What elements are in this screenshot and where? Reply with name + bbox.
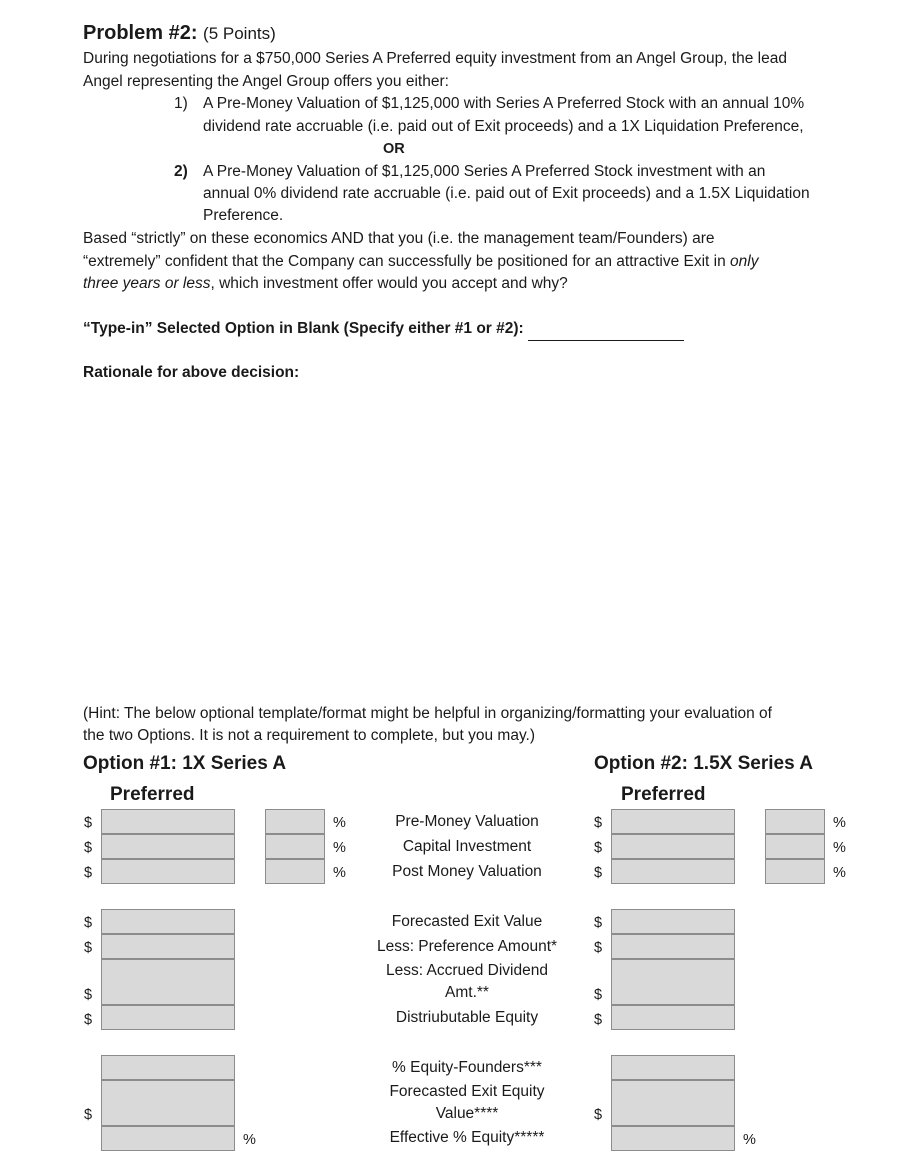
opt1-preference-input[interactable] bbox=[101, 934, 235, 959]
opt2-post-money-input[interactable] bbox=[611, 859, 735, 884]
label-pre-money: Pre-Money Valuation bbox=[395, 813, 539, 830]
option1-line-2: dividend rate accruable (i.e. paid out of Exit proceeds) and a 1X Liquidation Preference, bbox=[203, 118, 804, 135]
label-capital: Capital Investment bbox=[402, 838, 532, 855]
opt1-exit-value-input[interactable] bbox=[101, 909, 235, 934]
problem-number: Problem #2: bbox=[83, 22, 198, 44]
opt2-equity-founders-input[interactable] bbox=[611, 1055, 735, 1080]
option1-number: 1) bbox=[174, 95, 188, 112]
option2-line-1: A Pre-Money Valuation of $1,125,000 Series A Preferred Stock investment with an bbox=[203, 163, 766, 180]
opt2-capital-pct-input[interactable] bbox=[765, 834, 825, 859]
label-effective-equity: Effective % Equity***** bbox=[389, 1129, 545, 1146]
percent-sign: % bbox=[833, 840, 846, 856]
type-in-row bbox=[83, 318, 684, 341]
percent-sign: % bbox=[833, 865, 846, 881]
opt1-effective-equity-input[interactable] bbox=[101, 1126, 235, 1151]
option1-title: Option #1: 1X Series A bbox=[83, 753, 287, 774]
opt2-effective-equity-input[interactable] bbox=[611, 1126, 735, 1151]
opt1-pre-money-input[interactable] bbox=[101, 809, 235, 834]
opt2-preference-input[interactable] bbox=[611, 934, 735, 959]
percent-sign: % bbox=[743, 1132, 756, 1148]
label-equity-founders: % Equity-Founders*** bbox=[392, 1059, 542, 1076]
percent-sign: % bbox=[333, 865, 346, 881]
opt2-exit-equity-input[interactable] bbox=[611, 1080, 735, 1126]
dollar-sign: $ bbox=[84, 815, 93, 831]
percent-sign: % bbox=[833, 815, 846, 831]
option1-line-1: A Pre-Money Valuation of $1,125,000 with Series A Preferred Stock with an annual 10% bbox=[203, 95, 805, 112]
based-line-3 bbox=[83, 273, 568, 296]
label-post-money: Post Money Valuation bbox=[392, 863, 542, 880]
problem-title bbox=[83, 22, 276, 45]
label-exit-equity-2: Value**** bbox=[435, 1105, 499, 1122]
selected-option-blank[interactable] bbox=[528, 324, 684, 341]
opt2-distributable-input[interactable] bbox=[611, 1005, 735, 1030]
opt1-exit-equity-input[interactable] bbox=[101, 1080, 235, 1126]
opt2-post-money-pct-input[interactable] bbox=[765, 859, 825, 884]
percent-sign: % bbox=[333, 815, 346, 831]
opt1-post-money-pct-input[interactable] bbox=[265, 859, 325, 884]
problem-points: (5 Points) bbox=[203, 24, 276, 43]
dollar-sign: $ bbox=[594, 987, 603, 1003]
option2-line-2: annual 0% dividend rate accruable (i.e. paid out of Exit proceeds) and a 1.5X Liquidation bbox=[203, 185, 810, 202]
dollar-sign: $ bbox=[594, 915, 603, 931]
dollar-sign: $ bbox=[84, 840, 93, 856]
opt2-exit-value-input[interactable] bbox=[611, 909, 735, 934]
dollar-sign: $ bbox=[594, 840, 603, 856]
based-line-2 bbox=[83, 251, 758, 274]
option2-title: Option #2: 1.5X Series A bbox=[594, 753, 813, 774]
label-exit-equity-1: Forecasted Exit Equity bbox=[389, 1083, 545, 1100]
option2-line-3: Preference. bbox=[203, 207, 284, 224]
option1-subtitle: Preferred bbox=[110, 784, 195, 805]
option2-number: 2) bbox=[174, 163, 188, 180]
or-label: OR bbox=[383, 141, 405, 157]
opt2-accrued-dividend-input[interactable] bbox=[611, 959, 735, 1005]
based-line-3-text: , which investment offer would you accept and why? bbox=[210, 275, 568, 292]
opt2-pre-money-pct-input[interactable] bbox=[765, 809, 825, 834]
type-in-label: “Type-in” Selected Option in Blank (Specify either #1 or #2): bbox=[83, 320, 524, 337]
based-line-2-italic: only bbox=[730, 253, 759, 270]
label-preference: Less: Preference Amount* bbox=[376, 938, 558, 955]
dollar-sign: $ bbox=[594, 1107, 603, 1123]
based-line-3-italic: three years or less bbox=[83, 275, 211, 292]
label-accrued-2: Amt.** bbox=[445, 984, 489, 1001]
label-exit-value: Forecasted Exit Value bbox=[391, 913, 543, 930]
dollar-sign: $ bbox=[84, 987, 93, 1003]
hint-line-2: the two Options. It is not a requirement to complete, but you may.) bbox=[83, 727, 536, 744]
opt2-pre-money-input[interactable] bbox=[611, 809, 735, 834]
dollar-sign: $ bbox=[84, 1107, 93, 1123]
dollar-sign: $ bbox=[594, 815, 603, 831]
based-line-2-text: “extremely” confident that the Company can successfully be positioned for an attractive Exit in bbox=[83, 253, 731, 270]
intro-line-1: During negotiations for a $750,000 Series A Preferred equity investment from an Angel Group, the lead bbox=[83, 50, 787, 67]
option2-subtitle: Preferred bbox=[621, 784, 706, 805]
dollar-sign: $ bbox=[84, 940, 93, 956]
opt1-accrued-dividend-input[interactable] bbox=[101, 959, 235, 1005]
rationale-answer-area[interactable] bbox=[83, 390, 853, 690]
label-accrued-1: Less: Accrued Dividend bbox=[386, 962, 548, 979]
rationale-label: Rationale for above decision: bbox=[83, 364, 300, 381]
intro-line-2: Angel representing the Angel Group offers you either: bbox=[83, 73, 449, 90]
opt1-pre-money-pct-input[interactable] bbox=[265, 809, 325, 834]
percent-sign: % bbox=[243, 1132, 256, 1148]
percent-sign: % bbox=[333, 840, 346, 856]
opt2-capital-input[interactable] bbox=[611, 834, 735, 859]
opt1-capital-pct-input[interactable] bbox=[265, 834, 325, 859]
dollar-sign: $ bbox=[594, 1012, 603, 1028]
dollar-sign: $ bbox=[84, 865, 93, 881]
opt1-capital-input[interactable] bbox=[101, 834, 235, 859]
opt1-equity-founders-input[interactable] bbox=[101, 1055, 235, 1080]
based-line-1: Based “strictly” on these economics AND that you (i.e. the management team/Founders) are bbox=[83, 230, 715, 247]
dollar-sign: $ bbox=[594, 940, 603, 956]
dollar-sign: $ bbox=[84, 1012, 93, 1028]
label-distributable: Distriubutable Equity bbox=[395, 1009, 539, 1026]
dollar-sign: $ bbox=[84, 915, 93, 931]
dollar-sign: $ bbox=[594, 865, 603, 881]
opt1-distributable-input[interactable] bbox=[101, 1005, 235, 1030]
hint-line-1: (Hint: The below optional template/format might be helpful in organizing/formatting your evaluation of bbox=[83, 705, 772, 722]
opt1-post-money-input[interactable] bbox=[101, 859, 235, 884]
